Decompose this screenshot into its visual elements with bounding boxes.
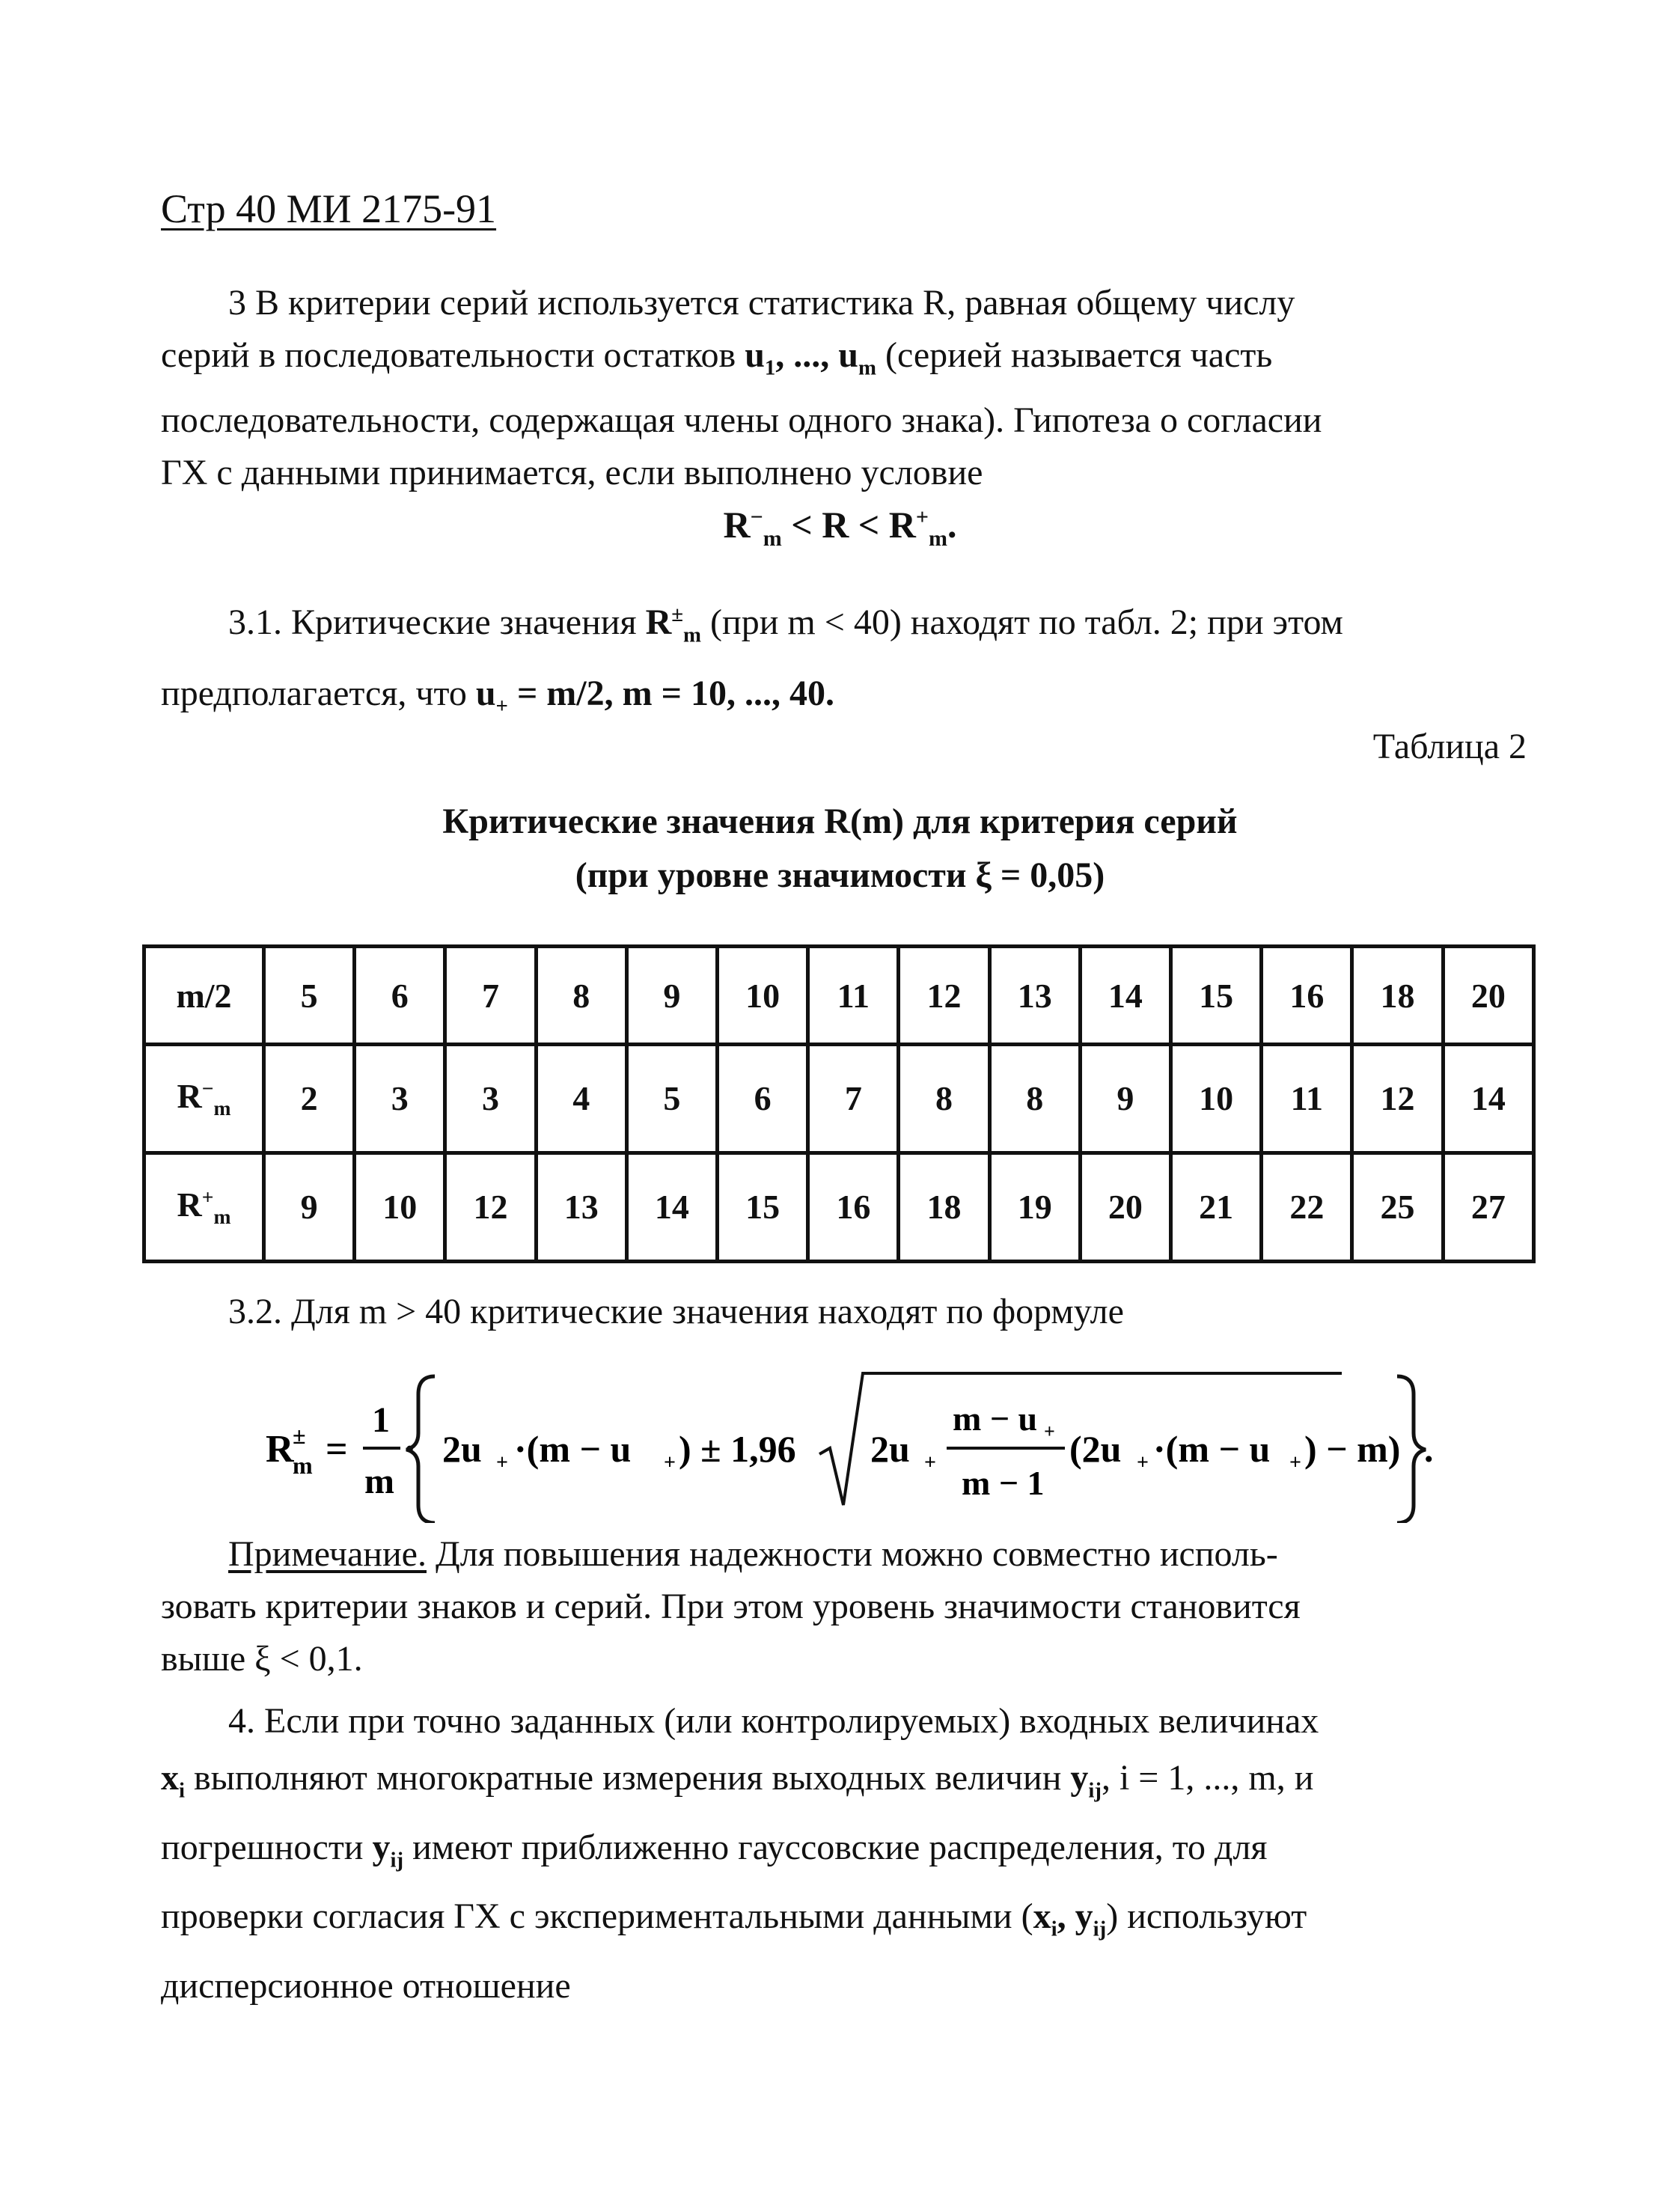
condition-formula: [0, 503, 1680, 552]
row-label-r-minus: [144, 1045, 264, 1153]
cell-r-plus: 16: [808, 1153, 899, 1261]
cond-sub-m2: m: [929, 526, 948, 551]
cell-m-half: 20: [1443, 947, 1533, 1045]
p4-comma: ,: [1057, 1896, 1075, 1937]
cell-m-half: 5: [264, 947, 355, 1045]
cell-m-half: 10: [718, 947, 808, 1045]
cond-sup-plus: +: [915, 504, 929, 530]
u-var-m: u: [838, 335, 858, 375]
table-caption: Таблица 2: [1372, 727, 1527, 766]
f-plus-sub2: +: [664, 1451, 676, 1474]
p31-d: = m/2, m = 10, ..., 40.: [507, 673, 834, 713]
p4-line3a: погрешности: [161, 1827, 373, 1867]
p4-x-sub2: i: [1051, 1917, 1057, 1941]
f-part6: ) − m): [1304, 1428, 1401, 1470]
cell-m-half: 15: [1171, 947, 1262, 1045]
paragraph-3: [161, 277, 1527, 499]
f-sup: ±: [293, 1422, 306, 1449]
rp-sub: m: [213, 1205, 231, 1229]
cell-m-half: 18: [1352, 947, 1443, 1045]
f-plus-sub3: +: [924, 1451, 936, 1474]
cell-r-plus: 9: [264, 1153, 355, 1261]
f-plus-sub5: +: [1137, 1451, 1149, 1474]
cell-r-plus: 14: [626, 1153, 717, 1261]
row-label-r-plus: [144, 1153, 264, 1261]
f-r: R: [266, 1428, 294, 1471]
table-row-r-plus: [144, 1153, 1534, 1261]
p4-y: y: [1070, 1758, 1089, 1798]
row-label-m-half: m/2: [144, 947, 264, 1045]
f-plus-sub4: +: [1044, 1420, 1055, 1442]
p31-b: (при m < 40) находят по табл. 2; при этом: [701, 602, 1343, 642]
p3-line4: ГХ с данными принимается, если выполнено условие: [161, 452, 983, 492]
cell-r-minus: 10: [1171, 1045, 1262, 1153]
cell-m-half: 12: [899, 947, 989, 1045]
cell-m-half: 8: [536, 947, 626, 1045]
p4-close: ): [1106, 1896, 1119, 1937]
rm-r: R: [177, 1077, 202, 1116]
cell-m-half: 11: [808, 947, 899, 1045]
rp-r: R: [177, 1185, 202, 1224]
cond-r1: R: [723, 504, 751, 546]
cell-r-minus: 14: [1443, 1045, 1533, 1153]
p4-y2: y: [372, 1827, 391, 1867]
cell-r-plus: 27: [1443, 1153, 1533, 1261]
p31-sub: m: [683, 623, 702, 647]
cell-r-minus: 3: [355, 1045, 445, 1153]
cell-m-half: 13: [989, 947, 1080, 1045]
cell-r-plus: 18: [899, 1153, 989, 1261]
f-part4: (2u: [1069, 1428, 1122, 1470]
cond-sub-m1: m: [763, 526, 782, 551]
p4-line2c: , i = 1, ..., m, и: [1101, 1758, 1314, 1798]
cell-m-half: 7: [445, 947, 536, 1045]
p4-line4a: проверки согласия ГХ с экспериментальными данными (: [161, 1896, 1033, 1937]
cell-r-minus: 3: [445, 1045, 536, 1153]
cell-r-minus: 9: [1080, 1045, 1170, 1153]
p3-line1: 3 В критерии серий используется статистика R, равная общему числу: [228, 283, 1295, 323]
p4-x-sub: i: [179, 1778, 186, 1803]
paragraph-3-1: [161, 585, 1527, 735]
p31-u: u: [475, 673, 496, 713]
p31-sup: ±: [671, 602, 684, 626]
f-part3: ) ± 1,96: [679, 1428, 796, 1470]
p4-line5: дисперсионное отношение: [161, 1965, 571, 2006]
paragraph-3-2: [161, 1286, 1527, 1338]
cell-m-half: 16: [1262, 947, 1352, 1045]
p3-line2a: серий в последовательности остатков: [161, 335, 745, 375]
cell-r-plus: 25: [1352, 1153, 1443, 1261]
critical-values-table: [142, 944, 1536, 1263]
cell-r-minus: 8: [899, 1045, 989, 1153]
cell-r-minus: 2: [264, 1045, 355, 1153]
cell-r-minus: 8: [989, 1045, 1080, 1153]
note: [161, 1528, 1527, 1685]
cell-m-half: 14: [1080, 947, 1170, 1045]
note-line1: Для повышения надежности можно совместно исполь-: [426, 1534, 1278, 1574]
table-title-line2: (при уровне значимости ξ = 0,05): [575, 855, 1105, 895]
f-end: .: [1424, 1428, 1433, 1470]
cond-lt: < R <: [781, 504, 889, 546]
p4-x2: x: [1033, 1896, 1051, 1937]
f-dot: ·: [403, 1428, 417, 1471]
f-plus-sub6: +: [1289, 1451, 1301, 1474]
sub-1: 1: [764, 355, 776, 380]
cell-r-minus: 11: [1262, 1045, 1352, 1153]
table-row-m-half: [144, 947, 1534, 1045]
u-var: u: [745, 335, 765, 375]
critical-value-formula: [266, 1366, 1433, 1523]
cell-r-plus: 13: [536, 1153, 626, 1261]
p4-ij2: ij: [390, 1848, 404, 1872]
p4-line2b: выполняют многократные измерения выходных величин: [185, 1758, 1071, 1798]
f-plus-sub1: +: [496, 1451, 508, 1474]
sub-m: m: [858, 355, 876, 380]
paragraph-4: [161, 1693, 1527, 2015]
f-part2: ·(m − u: [514, 1428, 632, 1470]
p31-c: предполагается, что: [161, 673, 476, 713]
table-title-line1: Критические значения R(m) для критерия серий: [442, 802, 1238, 841]
cell-r-plus: 12: [445, 1153, 536, 1261]
p4-line4b: используют: [1118, 1896, 1307, 1937]
p31-r: R: [645, 602, 672, 642]
cond-end: .: [947, 504, 957, 546]
p3-line3: последовательности, содержащая члены одного знака). Гипотеза о согласии: [161, 400, 1322, 440]
cell-m-half: 9: [626, 947, 717, 1045]
p4-ij: ij: [1088, 1778, 1102, 1803]
cell-m-half: 6: [355, 947, 445, 1045]
cond-sup-minus: −: [750, 504, 763, 530]
f-sub: m: [293, 1452, 313, 1479]
cell-r-plus: 21: [1171, 1153, 1262, 1261]
rm-sub: m: [213, 1096, 231, 1120]
cell-r-plus: 22: [1262, 1153, 1352, 1261]
f-root1: 2u: [870, 1428, 910, 1470]
cond-r2: R: [888, 504, 916, 546]
rp-sup: +: [201, 1185, 214, 1209]
p32-text: 3.2. Для m > 40 критические значения находят по формуле: [228, 1292, 1124, 1331]
cell-r-plus: 15: [718, 1153, 808, 1261]
p4-y3: y: [1075, 1896, 1093, 1937]
f-brace-left: [406, 1376, 435, 1523]
f-m: m: [364, 1462, 394, 1501]
table-row-r-minus: [144, 1045, 1534, 1153]
cell-r-minus: 12: [1352, 1045, 1443, 1153]
cell-r-plus: 20: [1080, 1153, 1170, 1261]
p3-line2b: (серией называется часть: [876, 335, 1273, 375]
f-one: 1: [372, 1400, 390, 1440]
p4-ij3: ij: [1093, 1917, 1107, 1941]
ellipsis: , ...,: [775, 335, 839, 375]
f-part5: ·(m − u: [1153, 1428, 1271, 1470]
p4-x: x: [161, 1758, 179, 1798]
f-part1: 2u: [442, 1428, 482, 1470]
p31-a: 3.1. Критические значения: [228, 602, 646, 642]
p4-line1: 4. Если при точно заданных (или контролируемых) входных величинах: [228, 1701, 1319, 1741]
cell-r-plus: 10: [355, 1153, 445, 1261]
f-brace-right: [1397, 1376, 1426, 1523]
rm-sup: −: [201, 1077, 214, 1101]
f-den: m − 1: [962, 1464, 1045, 1502]
p31-u-sub: +: [495, 694, 508, 718]
cell-r-plus: 19: [989, 1153, 1080, 1261]
note-line3: выше ξ < 0,1.: [161, 1639, 363, 1679]
note-line2: зовать критерии знаков и серий. При этом уровень значимости становится: [161, 1587, 1301, 1626]
page-header: Стр 40 МИ 2175-91: [161, 186, 497, 231]
cell-r-minus: 5: [626, 1045, 717, 1153]
f-num: m − u: [953, 1399, 1038, 1438]
note-label: Примечание.: [228, 1534, 427, 1574]
cell-r-minus: 7: [808, 1045, 899, 1153]
cell-r-minus: 4: [536, 1045, 626, 1153]
f-eq: =: [326, 1428, 348, 1471]
p4-line3b: имеют приближенно гауссовские распределения, то для: [403, 1827, 1268, 1867]
cell-r-minus: 6: [718, 1045, 808, 1153]
